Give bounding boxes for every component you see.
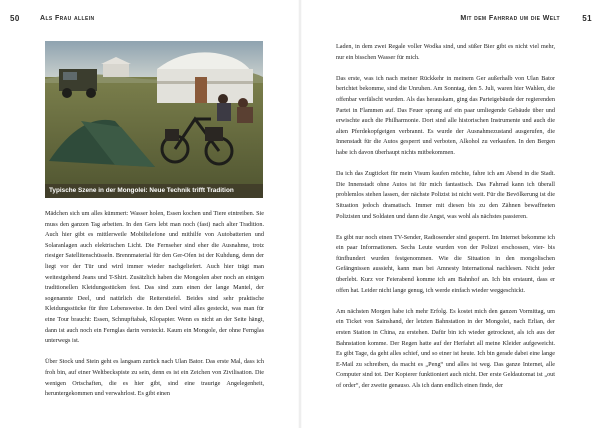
right-page-header: [320, 14, 592, 26]
left-page-header: [10, 14, 280, 26]
paragraph: Laden, in dem zwei Regale voller Wodka sind, und süßer Bier gibt es nicht viel mehr, nur ein bisschen Wasser für mich.: [336, 43, 555, 61]
paragraph: Da ich das Zugticket für mein Visum kaufen möchte, fahre ich am Abend in die Stadt. Die Innenstadt ohne Autos ist für mich fantastisch. Das Fahrrad kann ich überall problemlos stehen lassen, der nächste Polizist ist nicht weit. Für die Bevölkerung ist die Situation jedoch dramatisch. Immer mit diesen bis zu den Zähnen bewaffneten Polizisten und Soldaten und dann die Angst, was wohl als nächstes passieren.: [336, 170, 555, 220]
mongolia-photo: [45, 41, 263, 198]
right-page-number: 51: [582, 14, 592, 23]
paragraph: Am nächsten Morgen habe ich mehr Erfolg. Es kostet mich den ganzen Vormittag, um ein Ticket von Sainshand, der letzten Bahnstation in der Mongolei, nach Erlian, der ersten Station in China, zu erstehen. Dafür bin ich wieder getrocknet, als ich aus der Bahnstation komme. Der Regen hatte auf der Herfahrt all meine Kleider aufgeweicht. Es gibt Tage, da geht alles schief, und so einer ist heute. Ich bin gerade dabei eine lange E-Mail zu schreiben, da macht es „Peng“ und alles ist weg. Das ganze Internet, alle Computer sind tot. Der Kopierer funktioniert auch nicht. Der erste Geldautomat ist „out of order“, der zweite genauso. Als ich dann endlich einen finde, der: [336, 307, 555, 389]
paragraph: Das erste, was ich nach meiner Rückkehr in meinem Ger außerhalb von Ulan Bator berichtet bekomme, sind die Unruhen. Am Sonntag, den 5. Juli, waren hier Wahlen, die offenbar verfälscht wurden. Als das herauskam, ging das Parteigebäude der regierenden Partei in Flammen auf. Das Feuer sprang auf ein paar umliegende Gebäude über und erwischte auch die Philharmonie. Dort sind alle historischen Instrumente und auch die alten Pferdekopfgeigen verbrannt. Es wurde der Ausnahmezustand ausgerufen, die Innenstadt für die Autos gesperrt und verboten, Alkohol zu verkaufen. In den Bergen habe ich davon überhaupt nichts mitbekommen.: [336, 74, 555, 156]
photo-caption: Typische Szene in der Mongolei: Neue Technik trifft Tradition: [45, 184, 263, 198]
book-gutter: [298, 0, 302, 428]
paragraph: Mädchen sich um alles kümmert: Wasser holen, Essen kochen und Tiere eintreiben. Sie muss den ganzen Tag arbeiten. In den Gers lebt man noch (fast) nach alter Tradition. Auch hier gibt es mittlerweile Mobiltelefone und mithilfe von Autobatterien und Solaranlagen auch elektrischen Licht. Die Fernseher sind eher die Ausnahme, trotz riesiger Satellitenschüsseln. Brennmaterial für den Ger-Ofen ist der Kuhdung, denn der liegt vor der Tür und wird immer wieder nachgeliefert. Auch hier trägt man weitestgehend Jeans und T-Shirt. Zusätzlich haben die Mongolen aber noch an einigen traditionellen Kleidungsstücken fest. Das sind zum einen der lange Mantel, der sogenannte Deel, und natürlich die Reiterstiefel. Beides sind sehr praktische Kleidungsstücke für ihre Lebensweise. In den Deel wird alles gesteckt, was man für eine Tour braucht: Essen, Schnupftabak, Klopapier. Wenn es nicht an der Seite hängt, dann ist auch noch ein Fernglas darin versteckt. Kaum ein Mongole, der ohne Fernglas unterwegs ist.: [45, 210, 264, 345]
left-text-column: [45, 209, 264, 400]
right-running-title: Mit dem Fahrrad um die Welt: [460, 15, 560, 22]
photo-illustration: [45, 41, 263, 198]
paragraph: Es gibt nur noch einen TV-Sender, Radiosender sind gesperrt. Im Internet bekomme ich ein paar Informationen. Sechs Leute wurden von der Polizei erschossen, vier- bis fünfhundert wurden festgenommen. Wie die Situation in den mongolischen Gefängnissen aussieht, kann man bei Amnesty International nachlesen. Nicht jeder überlebt. Kurz vor Feierabend komme ich am Bahnhof an. Ich bin erstaunt, dass er offen hat. Leider nicht lange genug, ich werde einfach wieder weggeschickt.: [336, 233, 555, 294]
left-running-title: Als Frau allein: [40, 15, 95, 22]
paragraph: Über Stock und Stein geht es langsam zurück nach Ulan Bator. Das erste Mal, dass ich froh bin, auf einer Weltbeckspiste zu sein, denn es ist ein Zeichen von Zivilisation. Die wenigen Ortschaften, die es hier gibt, sind eine traurige Angelegenheit, heruntergekommen und verwahrlost. Es gibt einen: [45, 358, 264, 398]
left-page-number: 50: [10, 14, 20, 23]
right-text-column: [336, 42, 555, 392]
